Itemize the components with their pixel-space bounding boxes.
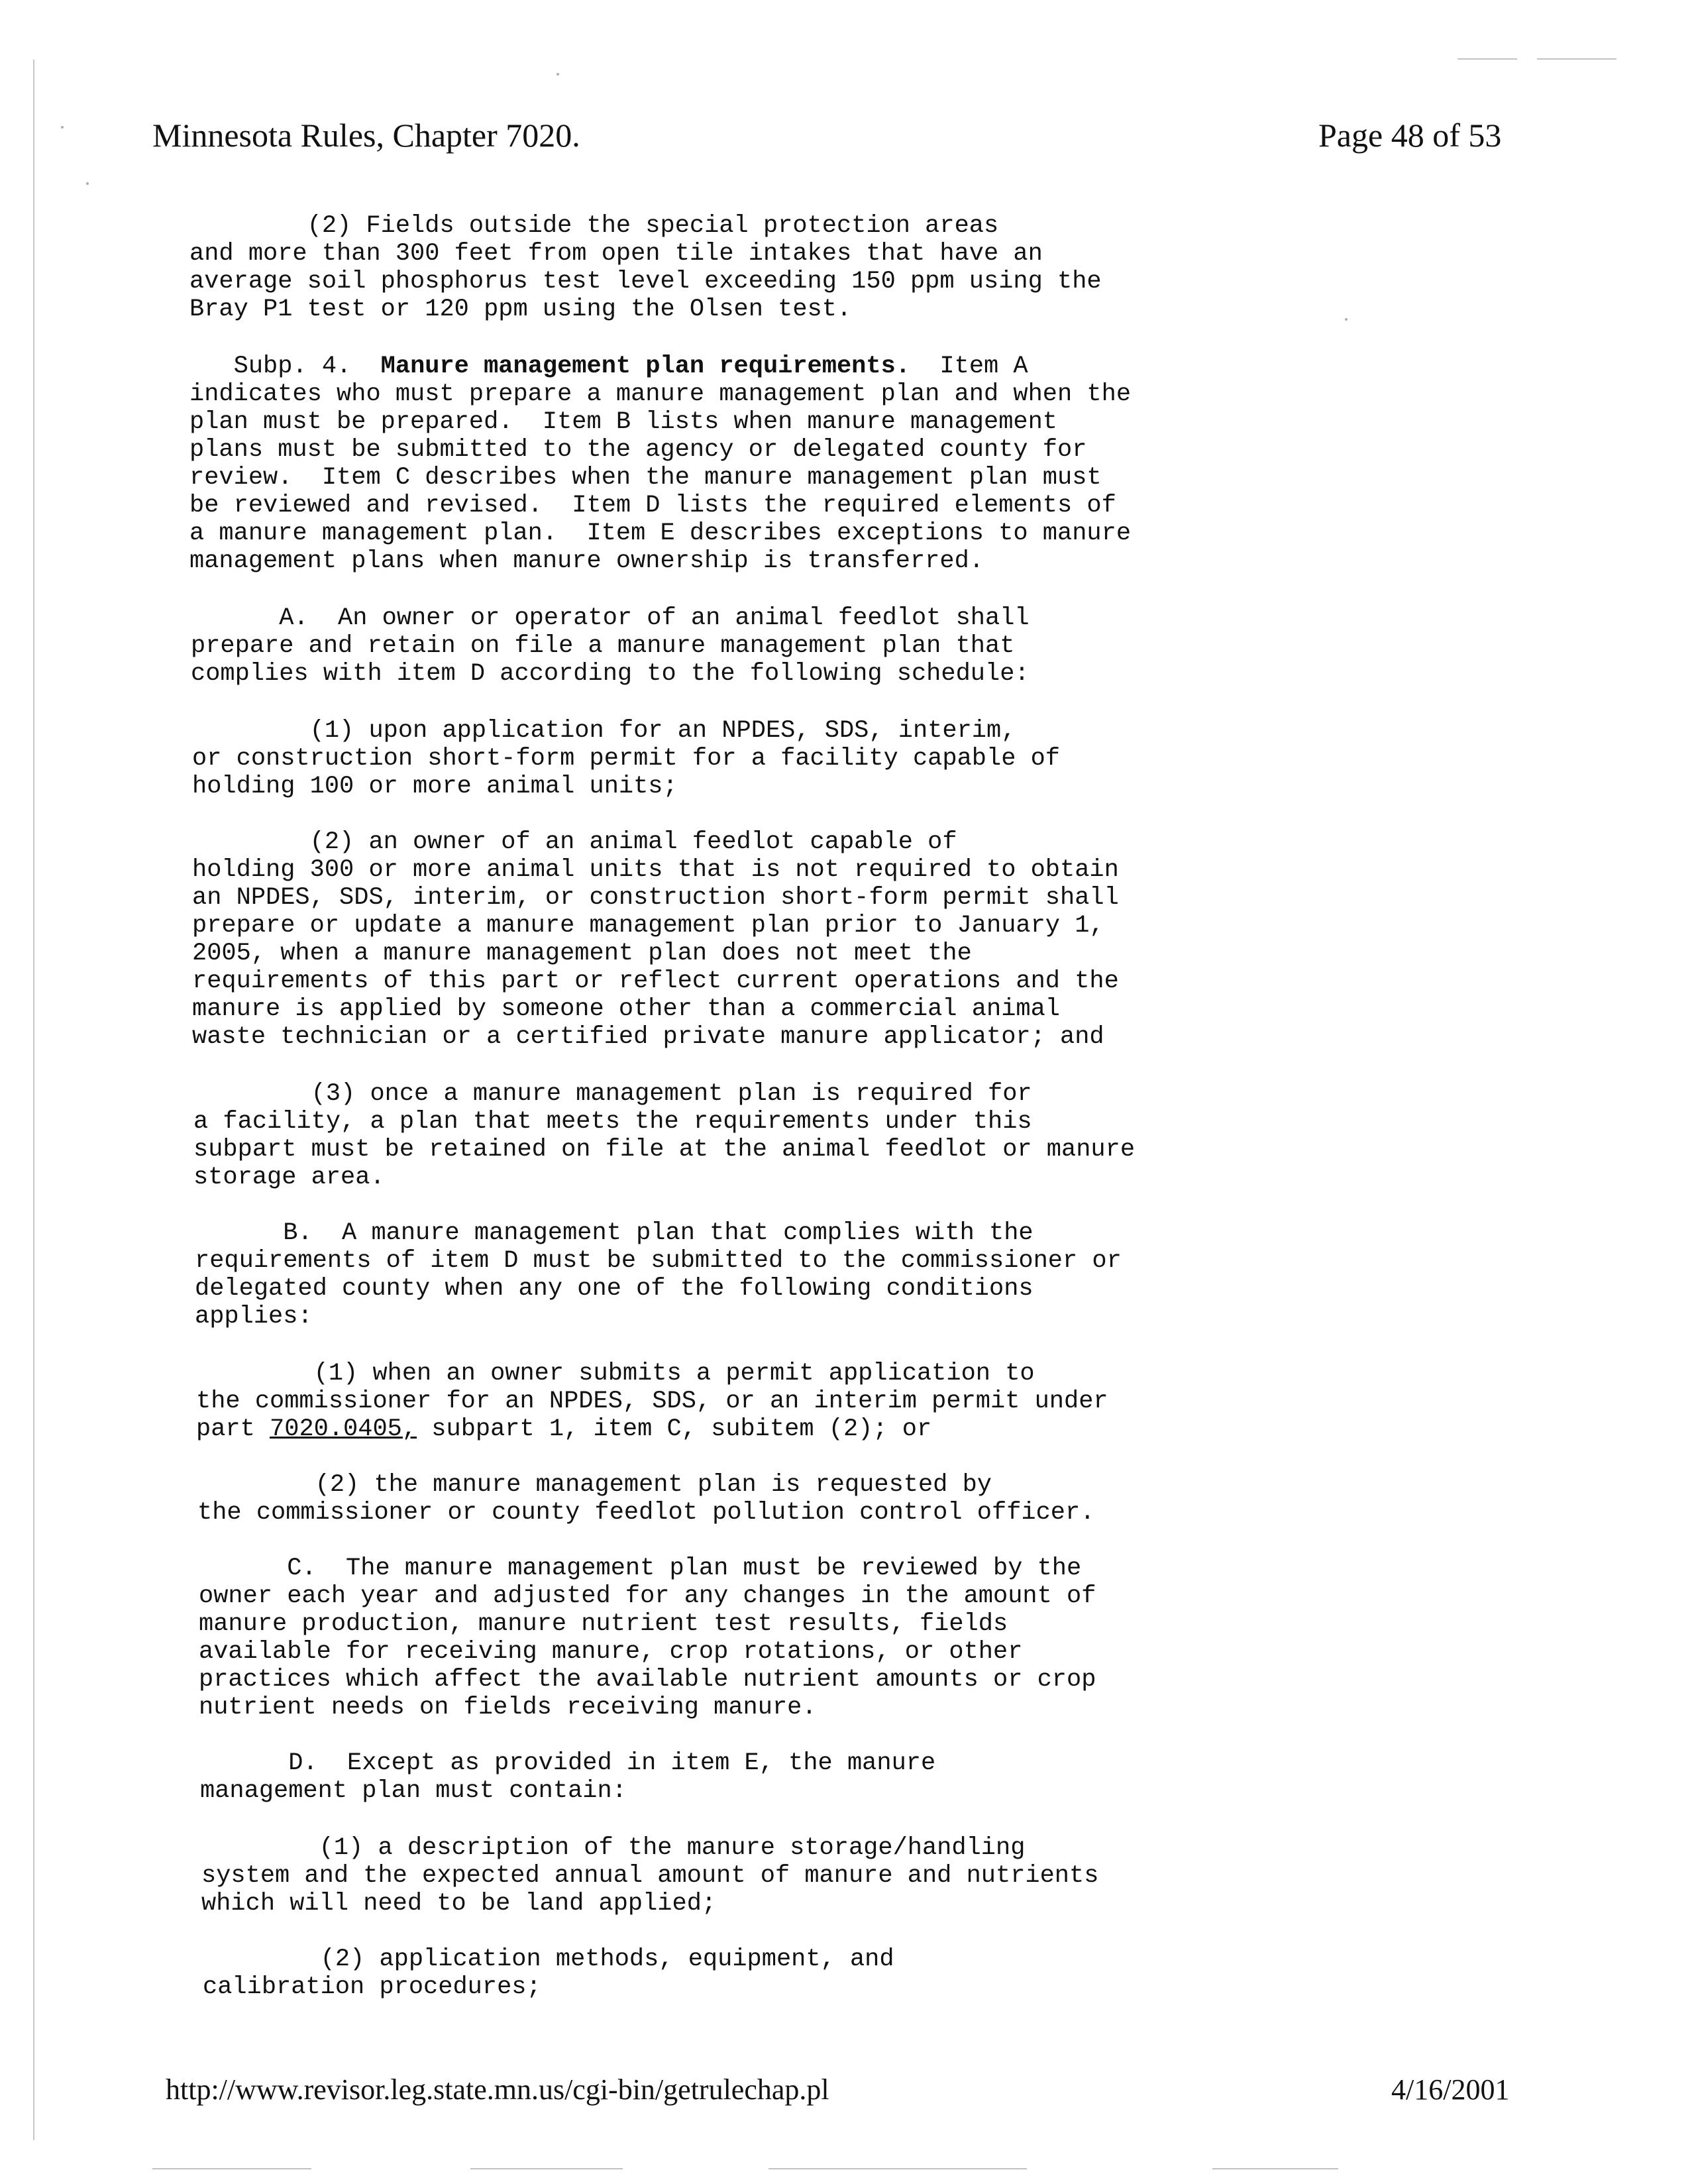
text-line: prepare or update a manure management plan prior to January 1, [192,912,1104,940]
scan-mark [1458,58,1517,60]
subpart-heading-line [189,353,1028,380]
text-line: complies with item D according to the following schedule: [191,660,1030,688]
text-line: holding 100 or more animal units; [192,773,678,800]
text-line: applies: [195,1303,313,1331]
text-line: (2) an owner of an animal feedlot capable of [192,828,957,856]
text-line: delegated county when any one of the following conditions [195,1275,1034,1303]
text-line: system and the expected annual amount of manure and nutrients [201,1862,1099,1890]
text-line: B. A manure management plan that complies with the [195,1219,1034,1247]
scan-mark [768,2168,1027,2169]
scan-speck [86,182,89,185]
text-line: owner each year and adjusted for any changes in the amount of [199,1582,1096,1610]
text-line: (2) application methods, equipment, and [203,1945,894,1973]
text-line: plan must be prepared. Item B lists when manure management [189,408,1058,436]
text-line: and more than 300 feet from open tile intakes that have an [189,240,1043,268]
text-line: D. Except as provided in item E, the manure [200,1749,936,1777]
text-line: storage area. [193,1164,385,1191]
page-number: Page 48 of 53 [1318,117,1502,154]
text-line: an NPDES, SDS, interim, or construction short-form permit shall [192,884,1119,912]
rule-reference-link[interactable]: 7020.0405, [270,1415,417,1443]
text-line: be reviewed and revised. Item D lists the required elements of [189,492,1116,519]
scan-mark [470,2168,623,2169]
text-line: available for receiving manure, crop rotations, or other [199,1638,1023,1666]
text-line: which will need to be land applied; [201,1890,717,1918]
text-line: (2) the manure management plan is requested by [197,1471,992,1499]
text-line: management plans when manure ownership is transferred. [189,547,984,575]
text-line: average soil phosphorus test level exceeding 150 ppm using the [189,268,1102,296]
text-line: or construction short-form permit for a facility capable of [192,745,1061,773]
text-line: a manure management plan. Item E describes exceptions to manure [189,519,1132,547]
text-line: prepare and retain on file a manure management plan that [191,632,1015,660]
text-line: plans must be submitted to the agency or delegated county for [189,436,1087,464]
text-line: the commissioner for an NPDES, SDS, or an interim permit under [196,1388,1108,1415]
text-line: subpart must be retained on file at the animal feedlot or manure [193,1136,1136,1164]
text-line: 2005, when a manure management plan does not meet the [192,940,972,967]
text-line: C. The manure management plan must be reviewed by the [199,1555,1082,1582]
scan-speck [556,73,559,76]
text-line: the commissioner or county feedlot pollution control officer. [197,1499,1095,1527]
text-line: nutrient needs on fields receiving manure. [199,1694,817,1721]
subpart-number: Subp. 4. [189,353,381,380]
scan-mark [1212,2168,1338,2169]
subpart-heading: Manure management plan requirements. [380,353,910,380]
text-line: review. Item C describes when the manure management plan must [189,464,1102,492]
subpart-heading-tail: Item A [910,353,1028,380]
text-line: (3) once a manure management plan is required for [193,1080,1032,1108]
reference-suffix: subpart 1, item C, subitem (2); or [417,1415,932,1443]
text-line: (2) Fields outside the special protection areas [189,212,999,240]
scan-mark [1537,58,1616,60]
text-line: waste technician or a certified private manure applicator; and [192,1023,1104,1051]
text-line: manure production, manure nutrient test results, fields [199,1610,1008,1638]
scan-speck [1345,318,1348,321]
text-line: requirements of this part or reflect current operations and the [192,967,1119,995]
source-url: http://www.revisor.leg.state.mn.us/cgi-bin/getrulechap.pl [166,2073,829,2106]
text-line: (1) upon application for an NPDES, SDS, interim, [192,717,1016,745]
text-line: (1) when an owner submits a permit application to [196,1360,1035,1388]
text-line: indicates who must prepare a manure management plan and when the [189,380,1132,408]
text-line: calibration procedures; [203,1973,541,2001]
text-line: management plan must contain: [200,1777,627,1805]
text-line-with-reference [196,1415,931,1443]
print-date: 4/16/2001 [1391,2073,1510,2106]
document-title: Minnesota Rules, Chapter 7020. [152,117,580,154]
text-line: A. An owner or operator of an animal feedlot shall [191,604,1030,632]
text-line: holding 300 or more animal units that is not required to obtain [192,856,1119,884]
text-line: practices which affect the available nutrient amounts or crop [199,1666,1096,1694]
text-line: manure is applied by someone other than a commercial animal [192,995,1061,1023]
scan-edge-line [33,60,34,2140]
text-line: (1) a description of the manure storage/handling [201,1834,1026,1862]
text-line: requirements of item D must be submitted to the commissioner or [195,1247,1122,1275]
text-line: Bray P1 test or 120 ppm using the Olsen test. [189,296,852,323]
reference-prefix: part [196,1415,270,1443]
scan-mark [152,2168,311,2169]
text-line: a facility, a plan that meets the requirements under this [193,1108,1032,1136]
scan-speck [61,126,64,129]
